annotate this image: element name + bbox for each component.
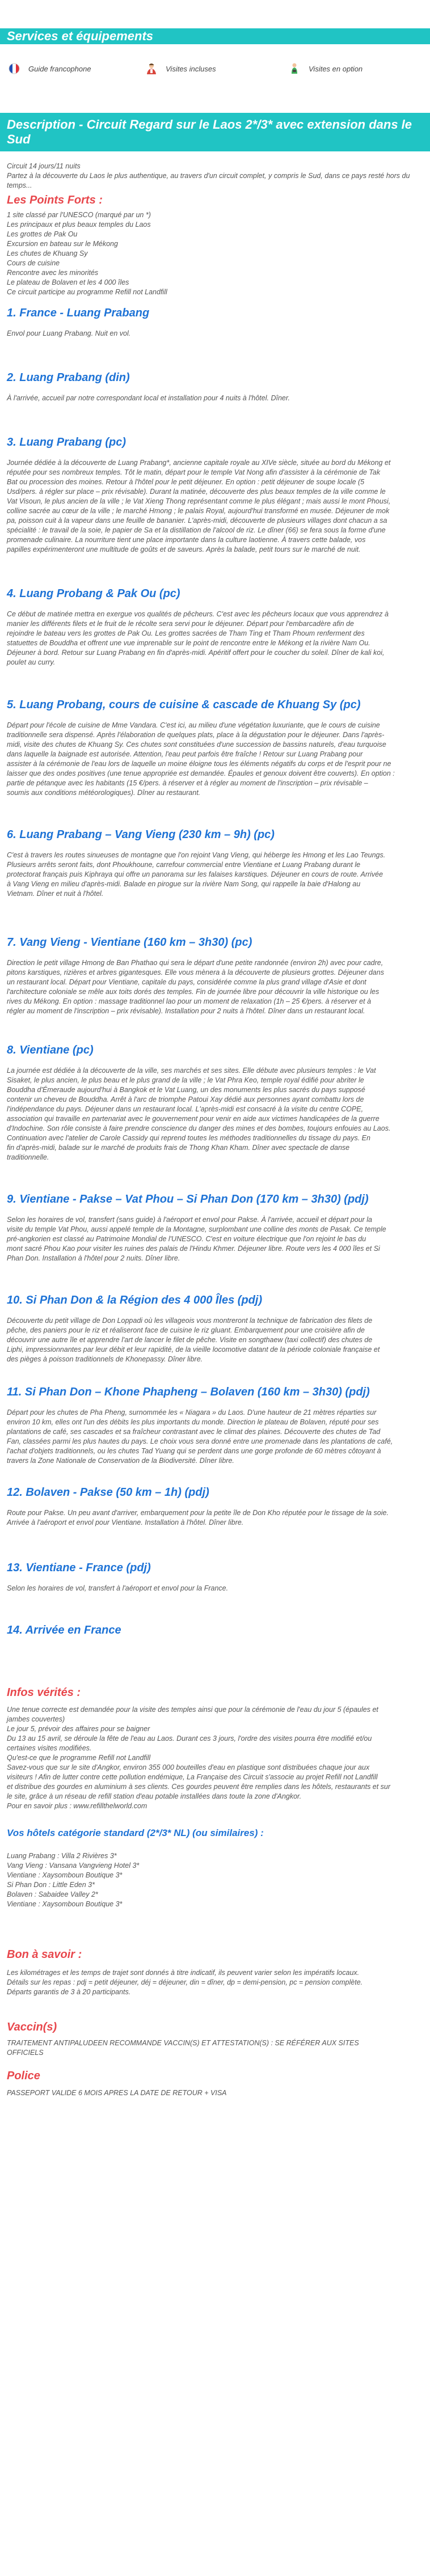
guide-person-icon [145,62,158,75]
day-text: Ce début de matinée mettra en exergue vos qualités de pêcheurs. C'est avec les pêcheurs locaux que vous apprendrez à [7,610,389,618]
day-text: papilles expérimenteront une multitude de goûts et de saveurs. Après la balade, petit tours sur le marché de nuit. [7,545,361,553]
day-title: 11. Si Phan Don – Khone Phapheng – Bolaven (160 km – 3h30) (pdj) [7,1386,370,1398]
day-title: 6. Luang Prabang – Vang Vieng (230 km – 9h) (pc) [7,828,275,841]
day-text: soumis aux conditions météorologiques). Dîner au restaurant. [7,789,201,797]
day-14 [7,1623,422,1637]
day-text: Usd/pers. à régler sur place – prix révisable). Durant la matinée, découverte des plus beaux temples de la ville comme le [7,488,386,496]
day-text: Bat ou procession des moines. Retour à l'hôtel pour le petit déjeuner. En option : petit déjeuner de soupe locale (5 [7,478,365,486]
day-title: 7. Vang Vieng - Vientiane (160 km – 3h30) (pc) [7,936,252,949]
good-to-know-block [7,1948,422,1997]
day-text: des pièges à poisson traditionnels de Khonepassy. Dîner libre. [7,1355,203,1363]
day-text: environ 10 km, elles ont l'un des débits les plus importants du monde. Direction le plateau de Bolaven, réputé pour ses [7,1418,379,1426]
day-text: découvrir une autre île et apprendre l'art de lancer le filet de pêche. Visite en songthaew (taxi collectif) des chutes de [7,1336,373,1344]
highlights-list [7,210,422,297]
hotel-item: Vang Vieng : Vansana Vangvieng Hotel 3* [7,1862,140,1869]
service-item-visits-optional [288,62,362,75]
vaccines-text: OFFICIELS [7,2049,44,2057]
day-text: pêche, des paniers pour le riz et réaliseront face de cuisine le riz gluant. Embarquement pour une croisière afin de [7,1326,365,1334]
day-text: l'indépendance du pays. Déjeuner dans un restaurant local. L'après-midi est consacré à la visite du centre COPE, [7,1105,364,1113]
day-11 [7,1385,422,1466]
day-12 [7,1486,422,1528]
vaccines-text: TRAITEMENT ANTIPALUDEEN RECOMMANDE VACCIN(S) ET ATTESTATION(S) : SE RÉFÉRER AUX SITES [7,2039,359,2047]
services-list [0,62,430,77]
day-text: assister à la cérémonie de l'eau lors de laquelle un moine éloigne tous les éléments négatifs du corps et de l'esprit pour ne [7,760,391,768]
refill-link: Pour en savoir plus : www.refillthelworld.com [7,1802,147,1810]
day-text: promenade culinaire. La nourriture tient une place importante dans la culture laotienne. À travers cette balade, vos [7,536,366,544]
day-text: d'Indochine. Son rôle consiste à faire prendre conscience du danger des mines et des bombes, toujours enfouies au Laos. [7,1124,391,1132]
hotel-item: Vientiane : Xaysomboun Boutique 3* [7,1900,123,1908]
day-3 [7,435,422,555]
day-text: midi, visite des chutes de Khuang Sy. Ces chutes sont constituées d'une succession de bassins naturels, d'eau turquoise [7,741,386,748]
day-10 [7,1293,422,1364]
bon-savoir-text: Départs garantis de 3 à 20 participants. [7,1988,131,1996]
day-text: un restaurant local. Départ pour Vientiane, capitale du pays, considérée comme la plus grand village d'Asie et dont [7,978,366,986]
day-text: l'achat d'objets traditionnels, ou les chutes Tad Yuang qui se perdent dans une gorge profonde de 60 mètres côtoyant à [7,1447,381,1455]
day-text: association qui travaille en partenariat avec le gouvernement pour venir en aide aux victimes handicapées de la guerre [7,1115,380,1123]
service-label: Guide francophone [28,64,91,73]
day-text: manier les différents filets et le fruit de le récolte sera servi pour le déjeuner. Départ pour l'embarcadère afin de [7,620,354,628]
day-text: dans laquelle la baignade est autorisée. Attention, l'eau peut parfois être fraîche ! Retour sur Luang Prabang pour [7,750,363,758]
day-title: 3. Luang Prabang (pc) [7,436,127,449]
services-title: Services et équipements [7,29,154,43]
day-text: Départ pour les chutes de Pha Pheng, surnommée les « Niagara » du Laos. D'une hauteur de 21 mètres réparties sur [7,1408,377,1416]
day-text: plantations de café, ses cascades et sa fraîcheur contrastant avec le climat des plaines. Découverte des chutes de Tad [7,1428,381,1436]
day-text: pré-angkorien est classé au Patrimoine Mondial de l'UNESCO. C'est en voiture électrique que l'on rejoint le bas du [7,1235,366,1243]
highlight-item: Les chutes de Khuang Sy [7,249,88,257]
day-text: rives du Mékong. En option : massage traditionnel lao pour un moment de relaxation (1h – 25 €/pers. à réserver et à [7,997,372,1005]
bon-savoir-text: Détails sur les repas : pdj = petit déjeuner, déj = déjeuner, din = dîner, dp = demi-pension, pc = pension complète. [7,1978,363,1986]
bon-savoir-title: Bon à savoir : [7,1948,82,1961]
day-4 [7,587,422,667]
day-title: 1. France - Luang Prabang [7,307,150,319]
day-text: spécialité : le travail de la soie, le papier de Sa et la distillation de l'alcool de riz. Le dîner (66) se fera sous la forme d'une [7,526,386,534]
day-text: pitons karstiques, rizières et arbres gigantesques. Elle vous mènera à la découverte de plusieurs grottes. Déjeuner dans [7,968,384,976]
info-title: Infos vérités : [7,1686,81,1699]
day-text: Selon les horaires de vol, transfert (sans guide) à l'aéroport et envol pour Pakse. À l'arrivée, accueil et départ pour la [7,1216,373,1224]
day-text: Vietnam. Dîner et nuit à l'hôtel. [7,890,104,898]
day-text: contenir un cheveu de Bouddha. Arrêt à l'arc de triomphe Patoui Xay dédié aux personnes ayant combattu lors de [7,1095,364,1103]
tourist-icon [288,62,301,75]
day-title: 10. Si Phan Don & la Région des 4 000 Îles (pdj) [7,1294,263,1306]
day-title: 5. Luang Probang, cours de cuisine & cascade de Khuang Sy (pc) [7,699,361,711]
intro-duration: Circuit 14 jours/11 nuits [7,162,81,170]
highlight-item: Excursion en bateau sur le Mékong [7,240,118,248]
day-text: traditionnelle. [7,1153,49,1161]
day-text: régler au moment de l'inscription – prix révisable). Installation pour 2 nuits à l'hôtel. Dîner dans un restaurant local. [7,1007,365,1015]
info-text: Savez-vous que sur le site d'Angkor, environ 355 000 bouteilles d'eau en plastique sont distribuées chaque jour aux [7,1763,370,1771]
hotels-title: Vos hôtels catégorie standard (2*/3* NL) (ou similaires) : [7,1828,264,1838]
day-text: C'est à travers les routes sinueuses de montagne que l'on rejoint Vang Vieng, qui héberge les Hmong et les Lao Teungs. [7,851,386,859]
intro-text: Partez à la découverte du Laos le plus authentique, au travers d'un circuit complet, y compris le Sud, dans ce pays resté hors du temps... [7,172,410,189]
day-2 [7,371,422,403]
day-text: Journée dédiée à la découverte de Luang Prabang*, ancienne capitale royale au XIVe siècle, située au bord du Mékong et [7,459,391,467]
day-text: Route pour Pakse. Un peu avant d'arriver, embarquement pour la petite île de Don Kho réputée pour le tissage de la soie. [7,1509,389,1517]
highlight-item: Rencontre avec les minorités [7,269,99,277]
services-banner [0,28,430,44]
day-text: pa, poisson cuit à la vapeur dans une feuille de bananier. L'après-midi, découverte de plusieurs villages dont chacun a sa [7,517,387,524]
day-text: traditionnelle sera dispensé. Après l'élaboration de quelques plats, place à la dégustation pour le déjeuner. Dans l'après- [7,731,385,739]
day-text: Phan Don. Installation à l'hôtel pour 2 nuits. Dîner libre. [7,1254,180,1262]
hotels-block [7,1826,422,1909]
service-item-visits-included [145,62,216,75]
day-5 [7,698,422,798]
service-item-guide [8,62,91,75]
day-text: Fan, classées parmi les plus hautes du pays. Le choix vous sera donné entre une promenade dans les plantations de café, [7,1437,393,1445]
day-text: Sisaket, le plus ancien, le plus beau et le plus grand de la ville ; le Vat Phra Keo, temple royal édifié pour abriter le [7,1076,364,1084]
info-text: et distribue des gourdes en aluminium à ses clients. Ces gourdes peuvent être remplies dans les hôtels, restaurants et sur [7,1783,391,1791]
highlight-item: 1 site classé par l'UNESCO (marqué par un *) [7,211,151,219]
highlight-item: Les grottes de Pak Ou [7,230,78,238]
day-title: 4. Luang Probang & Pak Ou (pc) [7,587,180,600]
highlights-block [7,193,422,297]
police-block [7,2069,422,2098]
day-text: fin d'après-midi, balade sur le marché de produits frais de Thong Khan Kham. Dîner avec spectacle de danse [7,1144,350,1152]
day-9 [7,1192,422,1263]
day-text: protectorat français puis Kiphraya qui offre un panorama sur les falaises karstiques. Déjeuner en cours de route. Arrivée [7,870,383,878]
day-title: 2. Luang Prabang (din) [7,371,130,384]
highlight-item: Cours de cuisine [7,259,60,267]
day-text: Bouddha d'Émeraude aujourd'hui à Bangkok et le Vat Luang, un des monuments les plus sacrés du pays supposé [7,1086,365,1094]
service-label: Visites en option [309,64,363,73]
day-text: colline sacrée au cœur de la ville ; le marché Hmong ; le palais Royal, aujourd'hui transformé en musée. Déjeuner de mok [7,507,390,515]
hotel-item: Bolaven : Sabaidee Valley 2* [7,1890,98,1898]
info-text: jambes couvertes) [7,1715,65,1723]
highlights-title: Les Points Forts : [7,194,103,206]
day-text: travers la Zone Nationale de Conservation de la Biodiversité. Dîner libre. [7,1457,234,1465]
day-text: À l'arrivée, accueil par notre correspondant local et installation pour 4 nuits à l'hôtel. Dîner. [7,394,290,402]
info-text: Qu'est-ce que le programme Refill not Landfill [7,1754,151,1762]
day-text: réputée pour ses nombreux temples. Tôt le matin, départ pour le temple Vat Nong afin d'assister à la cérémonie de Tak [7,468,381,476]
service-label: Visites incluses [166,64,216,73]
info-text: visiteurs ! Afin de lutter contre cette pollution endémique, La Française des Circuit s'associe au projet Refill not Landfill [7,1773,378,1781]
description-banner [0,113,430,151]
day-text: Continuation avec l'atelier de Carole Cassidy qui reprend toutes les méthodes traditionnelles du tissage du pays. En [7,1134,370,1142]
day-text: statuettes de Bouddha et offrent une vue imprenable sur le point de rencontre entre le Mékong et la rivière Nam Ou. [7,639,370,647]
day-title: 9. Vientiane - Pakse – Vat Phou – Si Phan Don (170 km – 3h30) (pdj) [7,1193,369,1205]
info-text: Le jour 5, prévoir des affaires pour se baigner [7,1725,150,1733]
day-text: Plusieurs arrêts seront faits, dont Phoukhoune, carrefour commercial entre Vientiane et Luang Prabang durant le [7,861,361,869]
day-text: partie de pétanque avec les habitants (15 €/pers. à réserver et à régler au moment de l'inscription – prix révisable – [7,779,368,787]
hotel-item: Vientiane : Xaysomboun Boutique 3* [7,1871,123,1879]
intro-block [7,162,422,191]
day-text: Envol pour Luang Prabang. Nuit en vol. [7,329,131,337]
day-text: Vat Visoun, le plus ancien de la ville ; le Vat Xieng Thong représentant comme le plus élégant ; mais aussi le mont Phousi, [7,497,391,505]
french-flag-icon [8,62,20,75]
day-text: Découverte du petit village de Don Loppadi où les villageois vous montreront la technique de fabrication des filets de [7,1317,373,1325]
day-title: 14. Arrivée en France [7,1624,121,1636]
day-text: Arrivée à l'aéroport et envol pour Vientiane. Installation à l'hôtel. Dîner libre. [7,1518,244,1526]
highlight-item: Ce circuit participe au programme Refill not Landfill [7,288,167,296]
police-text: PASSEPORT VALIDE 6 MOIS APRES LA DATE DE RETOUR + VISA [7,2089,227,2097]
day-text: Selon les horaires de vol, transfert à l'aéroport et envol pour la France. [7,1584,229,1592]
day-7 [7,936,422,1016]
day-title: 8. Vientiane (pc) [7,1044,94,1056]
day-text: poulet au curry. [7,658,56,666]
day-text: l'architecture coloniale se mêle aux toits dorés des temples. Fin de journée libre pour découvrir la ville historique ou les [7,988,380,996]
vaccines-title: Vaccin(s) [7,2021,57,2033]
police-title: Police [7,2070,40,2082]
day-6 [7,828,422,899]
day-text: Liphi, impressionnantes par leur débit et leur rapidité, de la vieille locomotive datant de la période coloniale française et [7,1346,380,1353]
day-text: mont sacré Phou Kao pour visiter les ruines des palais de l'Hindu Khmer. Déjeuner libre. Route vers les 4 000 îles et Si [7,1245,380,1253]
vaccines-block [7,2020,422,2058]
highlight-item: Le plateau de Bolaven et les 4 000 îles [7,278,129,286]
day-text: rejoindre le bateau vers les grottes de Pak Ou. Les grottes sacrées de Tham Ting et Tham Phoum renferment des [7,629,365,637]
description-title: Description - Circuit Regard sur le Laos 2*/3* avec extension dans le Sud [7,117,412,146]
day-text: La journée est dédiée à la découverte de la ville, ses marchés et ses sites. Elle débute avec plusieurs temples : le Vat [7,1067,376,1075]
hotel-item: Luang Prabang : Villa 2 Rivières 3* [7,1852,117,1860]
info-text: Une tenue correcte est demandée pour la visite des temples ainsi que pour la cérémonie de l'eau du jour 5 (épaules et [7,1706,378,1714]
day-text: Déjeuner à bord. Retour sur Luang Prabang en fin d'après-midi. Apéritif offert pour le coucher du soleil. Dîner de kali koi, [7,649,385,657]
day-text: laisser que des ondes positives (une tenue appropriée est demandée. Épaules et genoux doivent être couverts). En option : [7,769,395,777]
day-8 [7,1043,422,1162]
day-title: 12. Bolaven - Pakse (50 km – 1h) (pdj) [7,1486,209,1499]
day-text: Départ pour l'école de cuisine de Mme Vandara. C'est ici, au milieu d'une végétation luxuriante, que le cours de cuisine [7,721,380,729]
day-text: visite du temple Vat Phou, aussi appelé temple de la Montagne, surplombant une colline des monts de Pasak. Ce temple [7,1225,386,1233]
hotel-item: Si Phan Don : Little Eden 3* [7,1881,95,1889]
info-text: Du 13 au 15 avril, se déroule la fête de l'eau au Laos. Durant ces 3 jours, l'ordre des visites pourra être modifié et/ou [7,1735,372,1742]
day-13 [7,1561,422,1593]
highlight-item: Les principaux et plus beaux temples du Laos [7,221,151,229]
info-text: certaines visites modifiées. [7,1744,92,1752]
info-text: le site, grâce à un réseau de refill station d'eau potable installées dans toute la zone d'Angkor. [7,1792,302,1800]
bon-savoir-text: Les kilométrages et les temps de trajet sont donnés à titre indicatif, ils peuvent varier selon les impératifs locaux. [7,1969,360,1977]
day-title: 13. Vientiane - France (pdj) [7,1562,151,1574]
day-text: Direction le petit village Hmong de Ban Phathao qui sera le départ d'une petite randonnée (environ 2h) avec pour cadre, [7,959,383,967]
info-block [7,1686,422,1811]
day-1 [7,306,422,339]
day-text: à Vang Vieng en milieu d'après-midi. Balade en pirogue sur la rivière Nam Song, qui rappelle la baie d'Halong au [7,880,361,888]
